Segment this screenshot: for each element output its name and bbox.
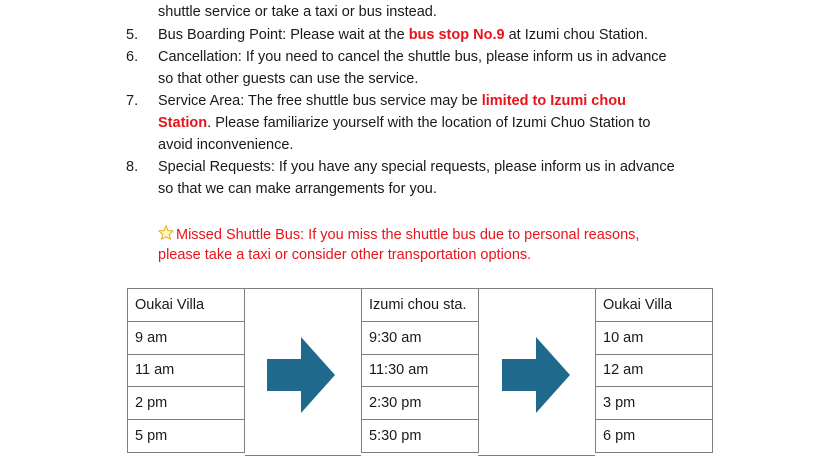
- list-item-service-area-line3: avoid inconvenience.: [158, 137, 294, 153]
- list-item-text: Service Area: The free shuttle bus service may be: [158, 93, 482, 109]
- schedule-time: 2:30 pm: [362, 387, 479, 420]
- service-area-highlight: limited to Izumi chou: [481, 93, 626, 109]
- list-item-service-area-line1: [158, 93, 626, 109]
- schedule-header: Oukai Villa: [128, 289, 245, 322]
- schedule-column-station: [361, 288, 479, 453]
- arrow-right-icon: [500, 335, 572, 415]
- schedule-column-departure: [127, 288, 245, 453]
- bus-stop-highlight: bus stop No.9: [408, 27, 505, 43]
- list-item-text: . Please familiarize yourself with the location of Izumi Chuo Station to: [207, 115, 651, 131]
- service-area-highlight-cont: Station: [158, 115, 208, 131]
- schedule-time: 3 pm: [596, 387, 713, 420]
- list-item-text: Bus Boarding Point: Please wait at the: [158, 27, 409, 43]
- list-number-6: 6.: [126, 49, 139, 65]
- schedule-time: 6 pm: [596, 420, 713, 453]
- schedule-time: 10 am: [596, 321, 713, 354]
- list-item-text: at Izumi chou Station.: [504, 27, 649, 43]
- schedule-time: 2 pm: [128, 387, 245, 420]
- missed-bus-notice-line1: [158, 225, 639, 243]
- missed-bus-notice-line2: please take a taxi or consider other transportation options.: [158, 247, 532, 263]
- schedule-time: 12 am: [596, 354, 713, 387]
- list-item-cancellation-line2: so that other guests can use the service.: [158, 71, 419, 87]
- schedule-column-return: [595, 288, 713, 453]
- schedule-time: 9 am: [128, 321, 245, 354]
- list-item-special-requests-line1: Special Requests: If you have any special requests, please inform us in advance: [158, 159, 675, 175]
- schedule-time: 5:30 pm: [362, 420, 479, 453]
- schedule-time: 5 pm: [128, 420, 245, 453]
- schedule-header: Izumi chou sta.: [362, 289, 479, 322]
- list-item-boarding-point: [158, 27, 648, 43]
- list-item-service-area-line2: [158, 115, 650, 131]
- list-line-continuation: shuttle service or take a taxi or bus instead.: [158, 4, 437, 20]
- list-item-special-requests-line2: so that we can make arrangements for you.: [158, 181, 437, 197]
- schedule-header: Oukai Villa: [596, 289, 713, 322]
- notice-text: Missed Shuttle Bus: If you miss the shuttle bus due to personal reasons,: [176, 227, 640, 243]
- arrow-right-icon: [265, 335, 337, 415]
- list-item-cancellation-line1: Cancellation: If you need to cancel the shuttle bus, please inform us in advance: [158, 49, 667, 65]
- list-number-5: 5.: [126, 27, 139, 43]
- schedule-time: 9:30 am: [362, 321, 479, 354]
- schedule-time: 11 am: [128, 354, 245, 387]
- list-number-8: 8.: [126, 159, 139, 175]
- star-icon: [158, 225, 176, 243]
- schedule-time: 11:30 am: [362, 354, 479, 387]
- list-number-7: 7.: [126, 93, 139, 109]
